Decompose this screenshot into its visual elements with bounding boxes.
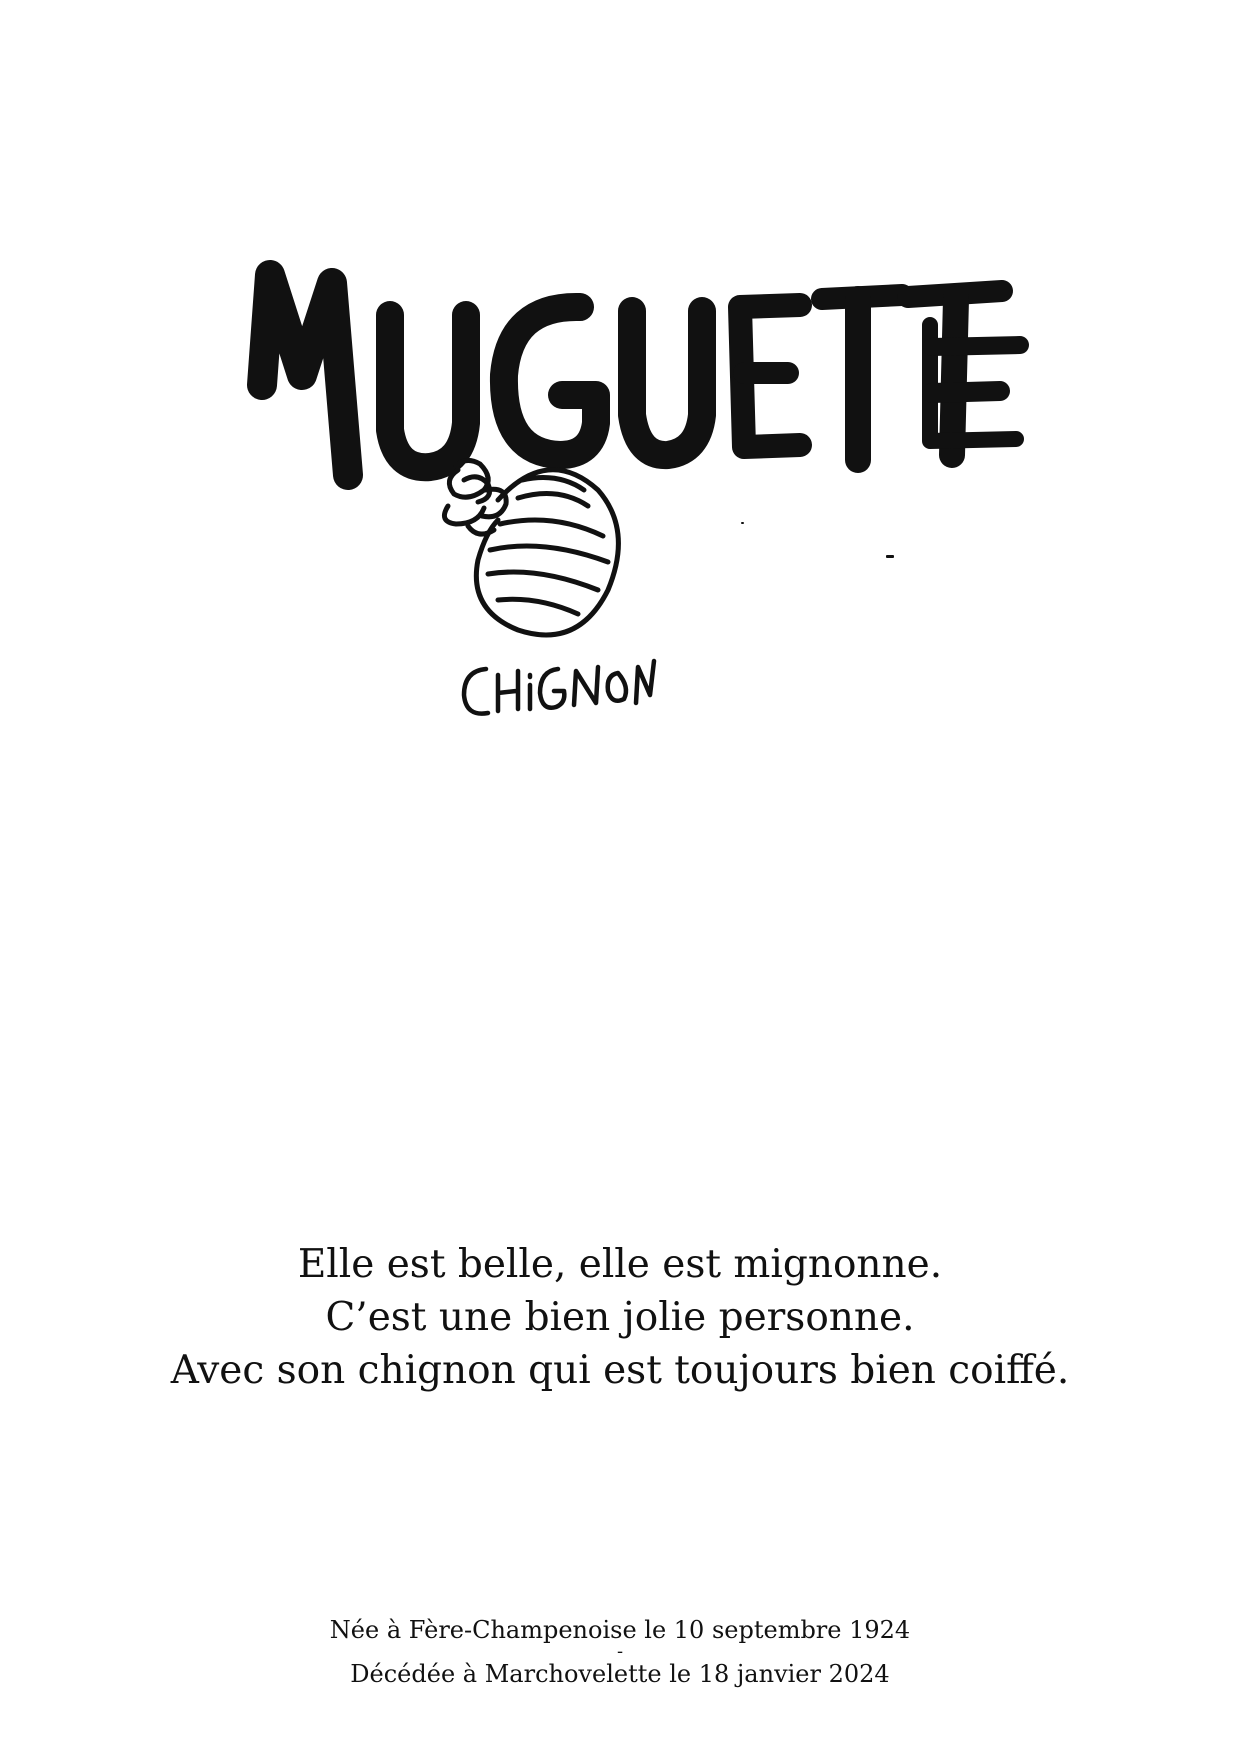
poem-line: Elle est belle, elle est mignonne.: [297, 1242, 943, 1287]
poem: [0, 1238, 1240, 1397]
life-dates: [0, 1615, 1240, 1689]
chignon-sketch: [438, 450, 658, 660]
poem-line: Avec son chignon qui est toujours bien coiffé.: [170, 1348, 1070, 1393]
chignon-drawing-svg: [438, 450, 658, 660]
ink-speck: [886, 555, 894, 558]
chignon-label-svg: [458, 655, 658, 725]
birth-line: Née à Fère-Champenoise le 10 septembre 1924: [329, 1616, 911, 1644]
date-separator: -: [616, 1641, 624, 1662]
poem-line: C’est une bien jolie personne.: [325, 1295, 915, 1340]
chignon-handwritten-label: [458, 655, 658, 725]
ink-speck: [741, 522, 744, 524]
death-line: Décédée à Marchovelette le 18 janvier 2024: [350, 1660, 890, 1688]
